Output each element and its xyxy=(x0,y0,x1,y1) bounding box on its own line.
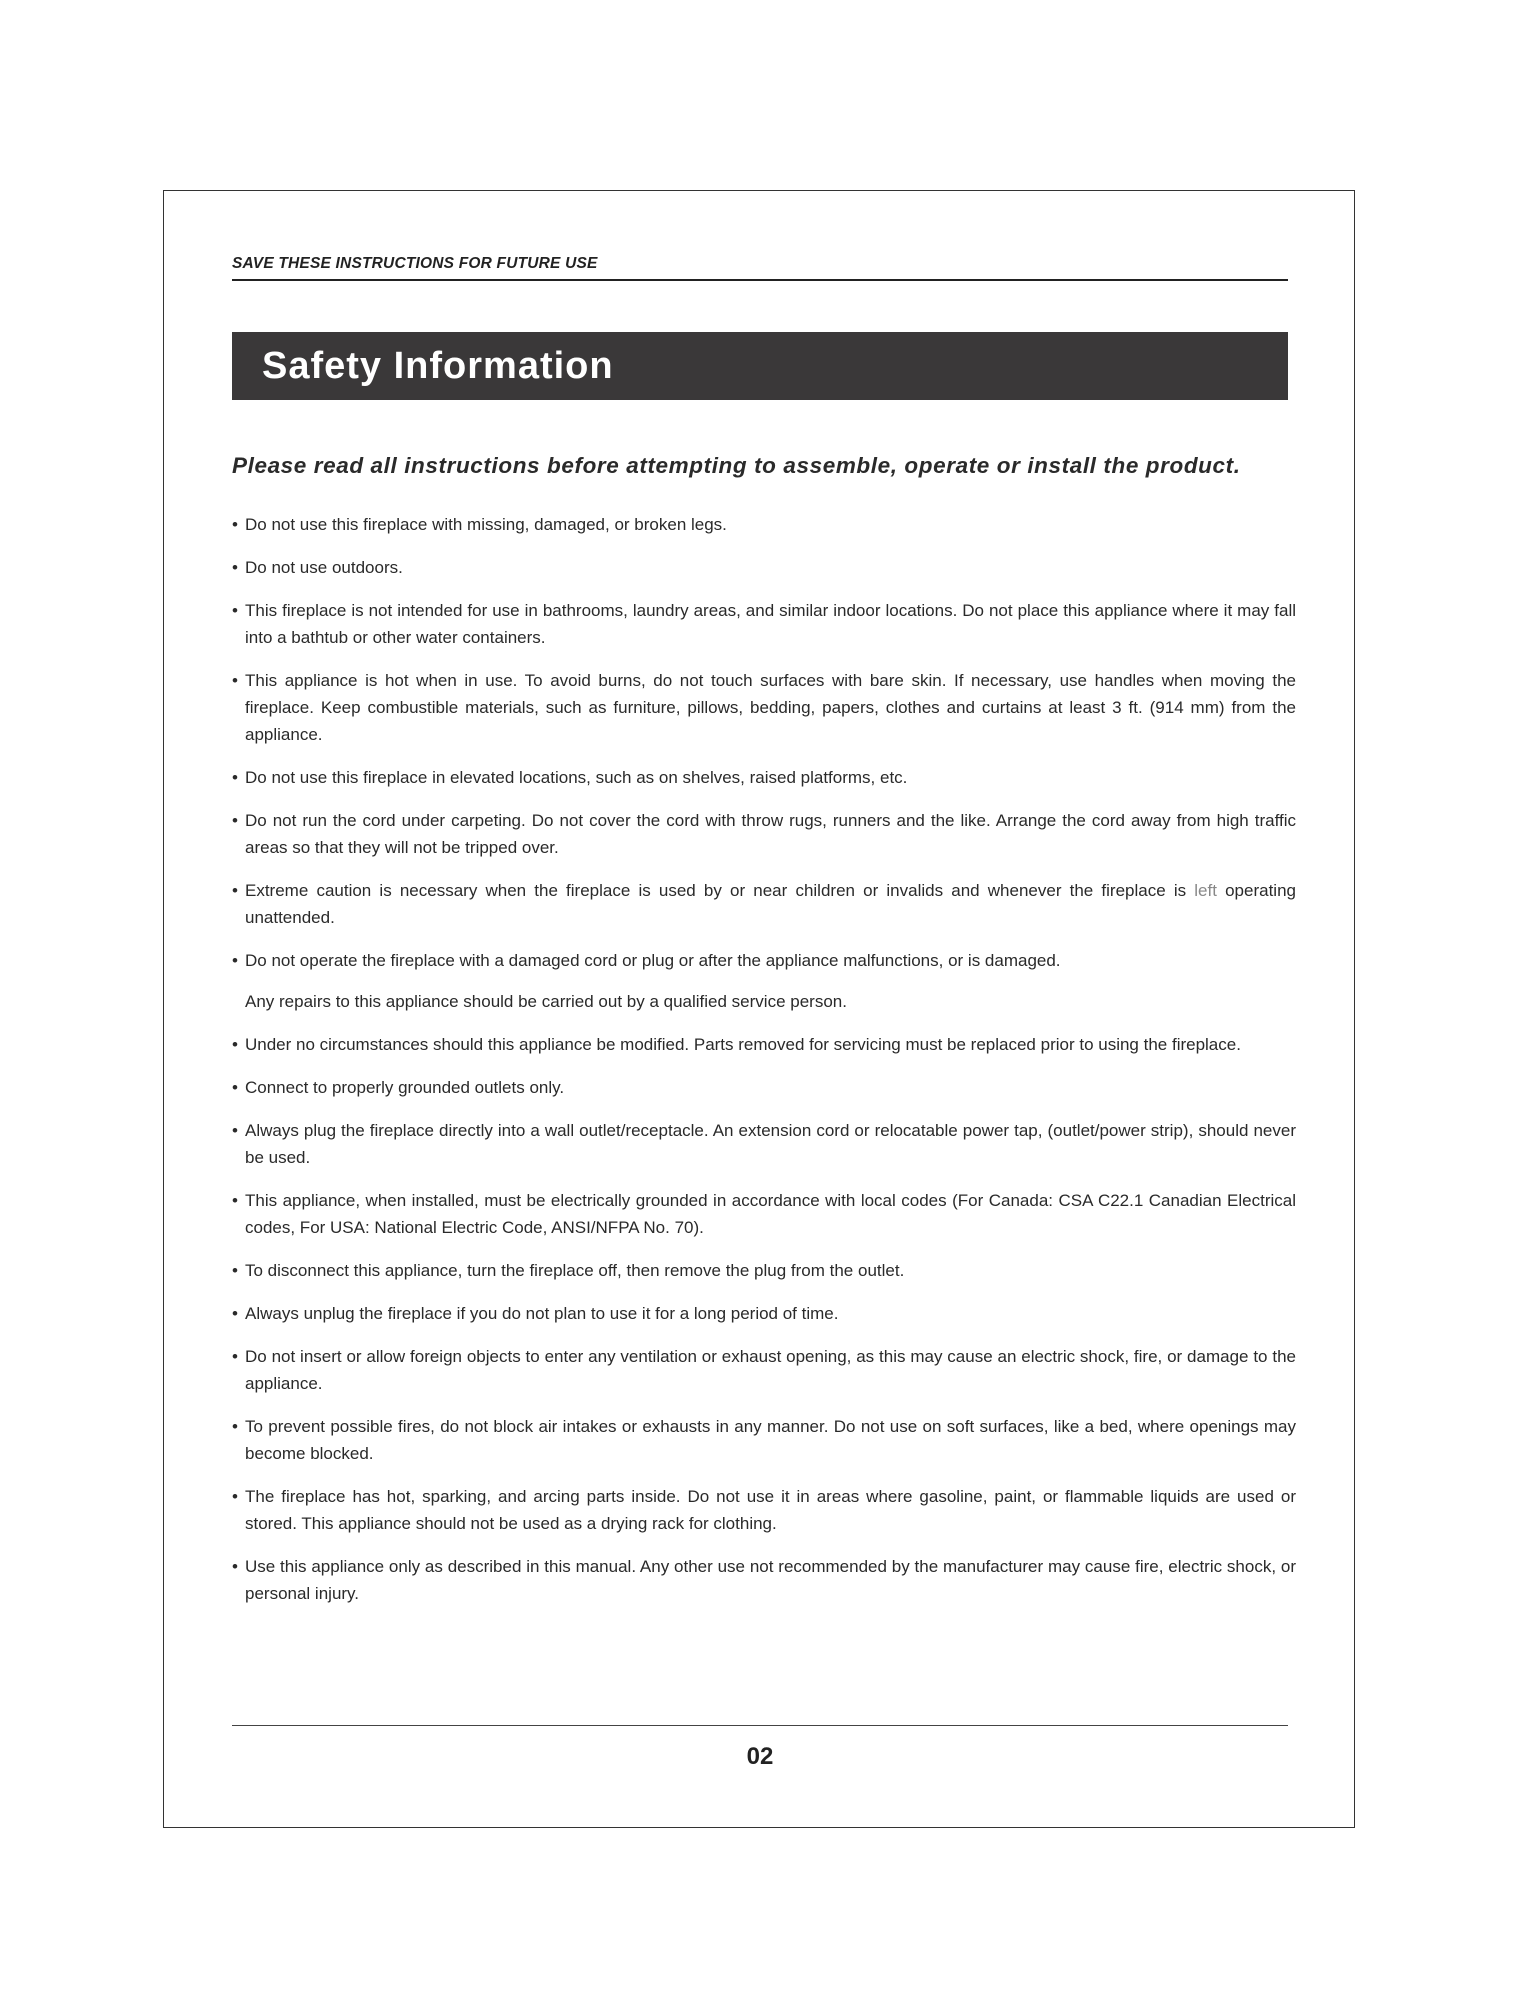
safety-item: • This appliance is hot when in use. To avoid burns, do not touch surfaces with bare skin. If necessary, use handles when moving the fireplace. Keep combustible materials, such as furniture, pillows, bedding, papers, clothes and curtains at least 3 ft. (914 mm) from the appliance. xyxy=(232,667,1296,748)
safety-item: • Use this appliance only as described in this manual. Any other use not recommended by the manufacturer may cause fire, electric shock, or personal injury. xyxy=(232,1553,1296,1607)
safety-item: • Always unplug the fireplace if you do not plan to use it for a long period of time. xyxy=(232,1300,1296,1327)
running-header: SAVE THESE INSTRUCTIONS FOR FUTURE USE xyxy=(232,255,1288,281)
safety-item: • To prevent possible fires, do not block air intakes or exhausts in any manner. Do not use on soft surfaces, like a bed, where openings may become blocked. xyxy=(232,1413,1296,1467)
safety-item: • To disconnect this appliance, turn the fireplace off, then remove the plug from the outlet. xyxy=(232,1257,1296,1284)
safety-item-text-light: left xyxy=(1194,881,1217,900)
safety-item: • Do not use this fireplace in elevated locations, such as on shelves, raised platforms, etc. xyxy=(232,764,1296,791)
page-frame xyxy=(163,190,1355,1828)
safety-item: • Do not operate the fireplace with a damaged cord or plug or after the appliance malfunctions, or is damaged. xyxy=(232,947,1296,974)
safety-item: • Do not insert or allow foreign objects to enter any ventilation or exhaust opening, as this may cause an electric shock, fire, or damage to the appliance. xyxy=(232,1343,1296,1397)
section-title-bar xyxy=(232,332,1288,400)
safety-item: • This fireplace is not intended for use in bathrooms, laundry areas, and similar indoor locations. Do not place this appliance where it may fall into a bathtub or other water containers. xyxy=(232,597,1296,651)
safety-item: • Always plug the fireplace directly into a wall outlet/receptacle. An extension cord or relocatable power tap, (outlet/power strip), should never be used. xyxy=(232,1117,1296,1171)
safety-item: • This appliance, when installed, must be electrically grounded in accordance with local codes (For Canada: CSA C22.1 Canadian Electrical codes, For USA: National Electric Code, ANSI/NFPA No. 70). xyxy=(232,1187,1296,1241)
section-title: Safety Information xyxy=(262,344,614,387)
safety-list xyxy=(232,511,1296,1623)
safety-item-text: Extreme caution is necessary when the fireplace is used by or near children or invalids and whenever the fireplace is xyxy=(245,881,1195,900)
safety-item xyxy=(232,877,1296,931)
safety-item: • Do not run the cord under carpeting. Do not cover the cord with throw rugs, runners and the like. Arrange the cord away from high traffic areas so that they will not be tripped over. xyxy=(232,807,1296,861)
safety-item: • Do not use outdoors. xyxy=(232,554,1296,581)
page-number: 02 xyxy=(746,1743,774,1770)
safety-item: • Do not use this fireplace with missing, damaged, or broken legs. xyxy=(232,511,1296,538)
safety-item-text: operating unattended. xyxy=(245,881,1296,927)
intro-instruction: Please read all instructions before attempting to assemble, operate or install the product. xyxy=(232,453,1241,478)
safety-item: • The fireplace has hot, sparking, and arcing parts inside. Do not use it in areas where gasoline, paint, or flammable liquids are used or stored. This appliance should not be used as a drying rack for clothing. xyxy=(232,1483,1296,1537)
footer-divider xyxy=(232,1725,1288,1726)
safety-item-continuation: Any repairs to this appliance should be carried out by a qualified service person. xyxy=(245,992,847,1011)
safety-item: • Connect to properly grounded outlets only. xyxy=(232,1074,1296,1101)
safety-item: • Under no circumstances should this appliance be modified. Parts removed for servicing must be replaced prior to using the fireplace. xyxy=(232,1031,1296,1058)
